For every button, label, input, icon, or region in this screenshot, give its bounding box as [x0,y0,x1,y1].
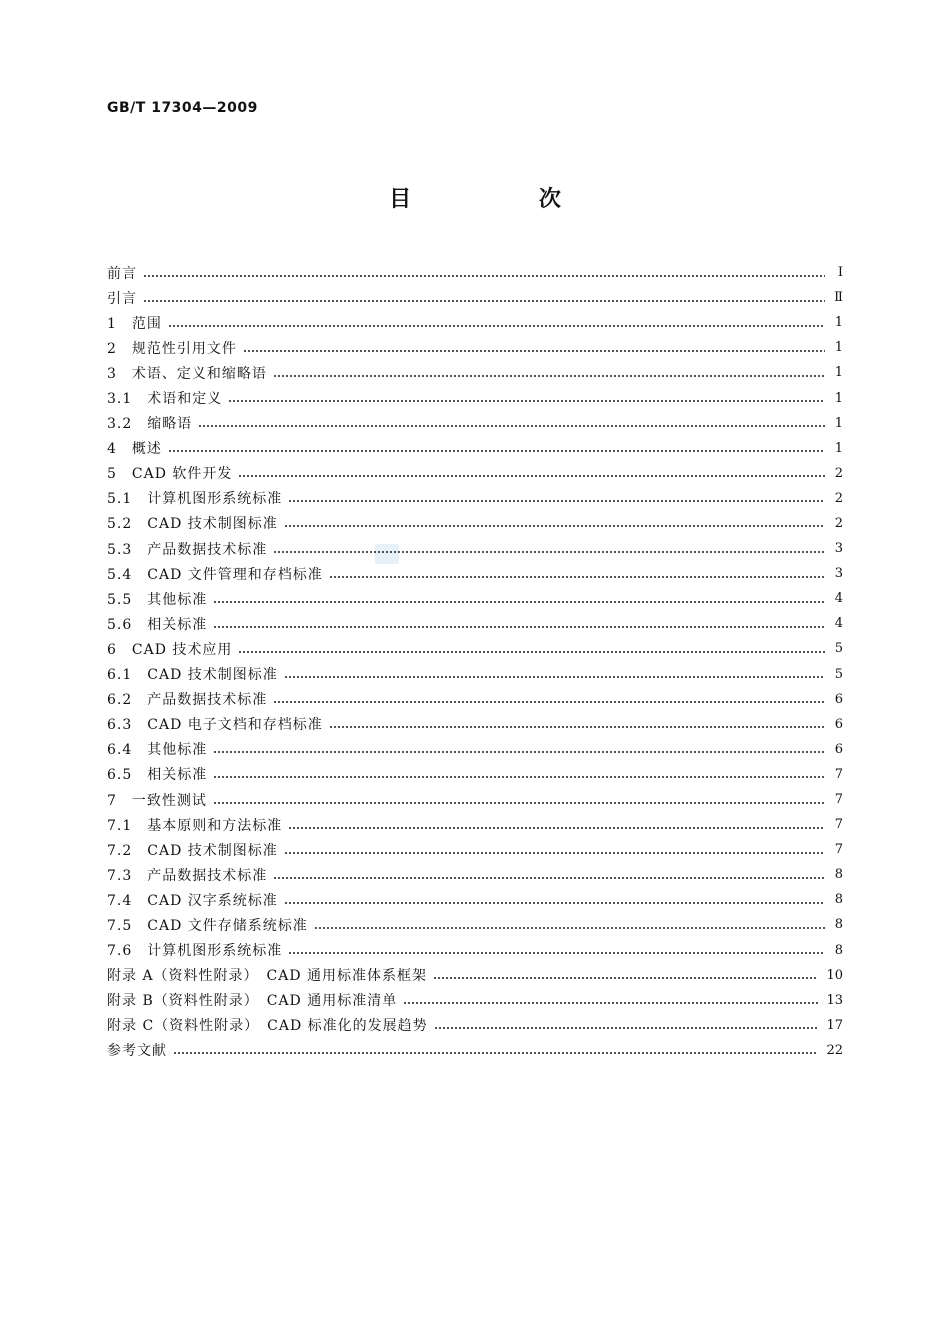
toc-entry-label: 6 CAD 技术应用 [107,641,233,658]
toc-entry-label: 5.2 CAD 技术制图标准 [107,516,278,533]
toc-entry-page: 6 [834,716,843,732]
toc-entry[interactable] [107,988,843,1013]
toc-entry[interactable] [107,887,843,912]
standard-code: GB/T 17304—2009 [107,100,258,116]
toc-entry-page: 22 [826,1042,843,1058]
toc-entry-page: 4 [834,591,843,607]
toc-entry-label: 7.5 CAD 文件存储系统标准 [107,917,308,934]
toc-entry[interactable] [107,335,843,360]
toc-entry-label: 1 范围 [107,315,162,332]
toc-entry-label: 附录 A（资料性附录） CAD 通用标准体系框架 [107,968,428,985]
toc-entry-label: 2 规范性引用文件 [107,340,237,357]
toc-entry[interactable] [107,586,843,611]
dot-leader [238,475,825,477]
toc-entry[interactable] [107,812,843,837]
toc-entry-label: 5.3 产品数据技术标准 [107,541,268,558]
toc-entry[interactable] [107,862,843,887]
dot-leader [273,551,825,553]
table-of-contents [107,260,843,1063]
toc-entry[interactable] [107,662,843,687]
toc-entry-page: 1 [834,415,843,431]
dot-leader [433,977,818,979]
dot-leader [213,601,825,603]
toc-entry-page: 1 [834,340,843,356]
dot-leader [329,726,825,728]
toc-entry-page: 5 [834,641,843,657]
toc-entry-page: 13 [826,992,843,1008]
dot-leader [213,776,825,778]
toc-entry-label: 5 CAD 软件开发 [107,466,233,483]
toc-entry-label: 参考文献 [107,1043,167,1060]
dot-leader [143,275,825,277]
toc-entry[interactable] [107,461,843,486]
dot-leader [213,751,825,753]
dot-leader [168,325,825,327]
toc-entry-label: 5.5 其他标准 [107,591,208,608]
toc-entry-label: 5.4 CAD 文件管理和存档标准 [107,566,323,583]
dot-leader [329,576,825,578]
dot-leader [273,877,825,879]
dot-leader [168,450,825,452]
dot-leader [228,400,825,402]
dot-leader [314,927,825,929]
toc-entry[interactable] [107,486,843,511]
toc-entry-page: 7 [834,842,843,858]
toc-entry[interactable] [107,912,843,937]
toc-entry-page: 3 [834,541,843,557]
toc-entry-label: 5.1 计算机图形系统标准 [107,491,283,508]
toc-entry-page: 8 [834,867,843,883]
dot-leader [198,425,825,427]
toc-entry[interactable] [107,938,843,963]
toc-entry-page: 2 [834,515,843,531]
toc-entry[interactable] [107,536,843,561]
toc-entry-page: Ⅰ [837,265,843,281]
toc-entry-page: 2 [834,490,843,506]
dot-leader [238,651,825,653]
toc-entry[interactable] [107,511,843,536]
toc-entry-page: 1 [834,440,843,456]
toc-entry[interactable] [107,260,843,285]
toc-entry-label: 7.3 产品数据技术标准 [107,867,268,884]
toc-entry-page: 8 [834,942,843,958]
toc-entry-page: 10 [826,967,843,983]
dot-leader [243,350,825,352]
toc-title: 目 次 [389,187,601,212]
toc-entry-page: 1 [834,315,843,331]
toc-entry[interactable] [107,762,843,787]
toc-entry-page: 1 [834,390,843,406]
toc-entry-label: 7.6 计算机图形系统标准 [107,943,283,960]
toc-entry-label: 3 术语、定义和缩略语 [107,365,267,382]
dot-leader [173,1052,818,1054]
toc-entry-label: 6.3 CAD 电子文档和存档标准 [107,717,323,734]
dot-leader [273,701,825,703]
dot-leader [284,676,825,678]
toc-entry[interactable] [107,1038,843,1063]
dot-leader [284,525,825,527]
toc-entry-label: 7 一致性测试 [107,792,207,809]
toc-entry[interactable] [107,411,843,436]
toc-entry-label: 6.2 产品数据技术标准 [107,692,268,709]
dot-leader [213,802,825,804]
toc-entry-page: 2 [834,465,843,481]
toc-entry-page: 7 [834,817,843,833]
toc-entry[interactable] [107,310,843,335]
dot-leader [288,827,825,829]
toc-entry-page: 4 [834,616,843,632]
toc-entry-page: 3 [834,566,843,582]
toc-entry-label: 6.5 相关标准 [107,767,208,784]
toc-entry-page: 6 [834,741,843,757]
toc-entry[interactable] [107,611,843,636]
toc-entry-label: 7.4 CAD 汉字系统标准 [107,892,278,909]
toc-entry-page: 8 [834,917,843,933]
dot-leader [273,375,825,377]
dot-leader [288,952,825,954]
toc-entry-page: 6 [834,691,843,707]
toc-entry[interactable] [107,1013,843,1038]
toc-entry[interactable] [107,837,843,862]
toc-entry[interactable] [107,360,843,385]
toc-entry-label: 引言 [107,290,137,307]
toc-entry-label: 前言 [107,265,137,282]
toc-entry[interactable] [107,787,843,812]
toc-entry[interactable] [107,963,843,988]
toc-entry-page: 17 [826,1017,843,1033]
toc-entry-page: 7 [834,766,843,782]
toc-entry-page: Ⅱ [834,290,843,306]
toc-entry-page: 8 [834,892,843,908]
toc-entry-label: 6.4 其他标准 [107,742,208,759]
toc-entry-page: 7 [834,792,843,808]
toc-entry-label: 3.1 术语和定义 [107,391,223,408]
dot-leader [284,852,825,854]
toc-entry[interactable] [107,285,843,310]
toc-entry[interactable] [107,561,843,586]
toc-entry[interactable] [107,436,843,461]
dot-leader [434,1027,819,1029]
dot-leader [143,300,825,302]
toc-entry-label: 5.6 相关标准 [107,616,208,633]
toc-entry-label: 6.1 CAD 技术制图标准 [107,667,278,684]
toc-entry[interactable] [107,385,843,410]
toc-entry[interactable] [107,636,843,661]
toc-entry[interactable] [107,687,843,712]
toc-entry-page: 5 [834,666,843,682]
toc-entry-label: 4 概述 [107,441,162,458]
toc-entry[interactable] [107,712,843,737]
toc-entry-label: 3.2 缩略语 [107,416,193,433]
dot-leader [284,902,825,904]
dot-leader [213,626,825,628]
toc-entry-label: 7.1 基本原则和方法标准 [107,817,283,834]
dot-leader [403,1002,818,1004]
toc-entry-label: 7.2 CAD 技术制图标准 [107,842,278,859]
toc-entry-page: 1 [834,365,843,381]
toc-entry-label: 附录 B（资料性附录） CAD 通用标准清单 [107,993,398,1010]
dot-leader [288,500,825,502]
toc-entry-label: 附录 C（资料性附录） CAD 标准化的发展趋势 [107,1018,428,1035]
toc-entry[interactable] [107,737,843,762]
